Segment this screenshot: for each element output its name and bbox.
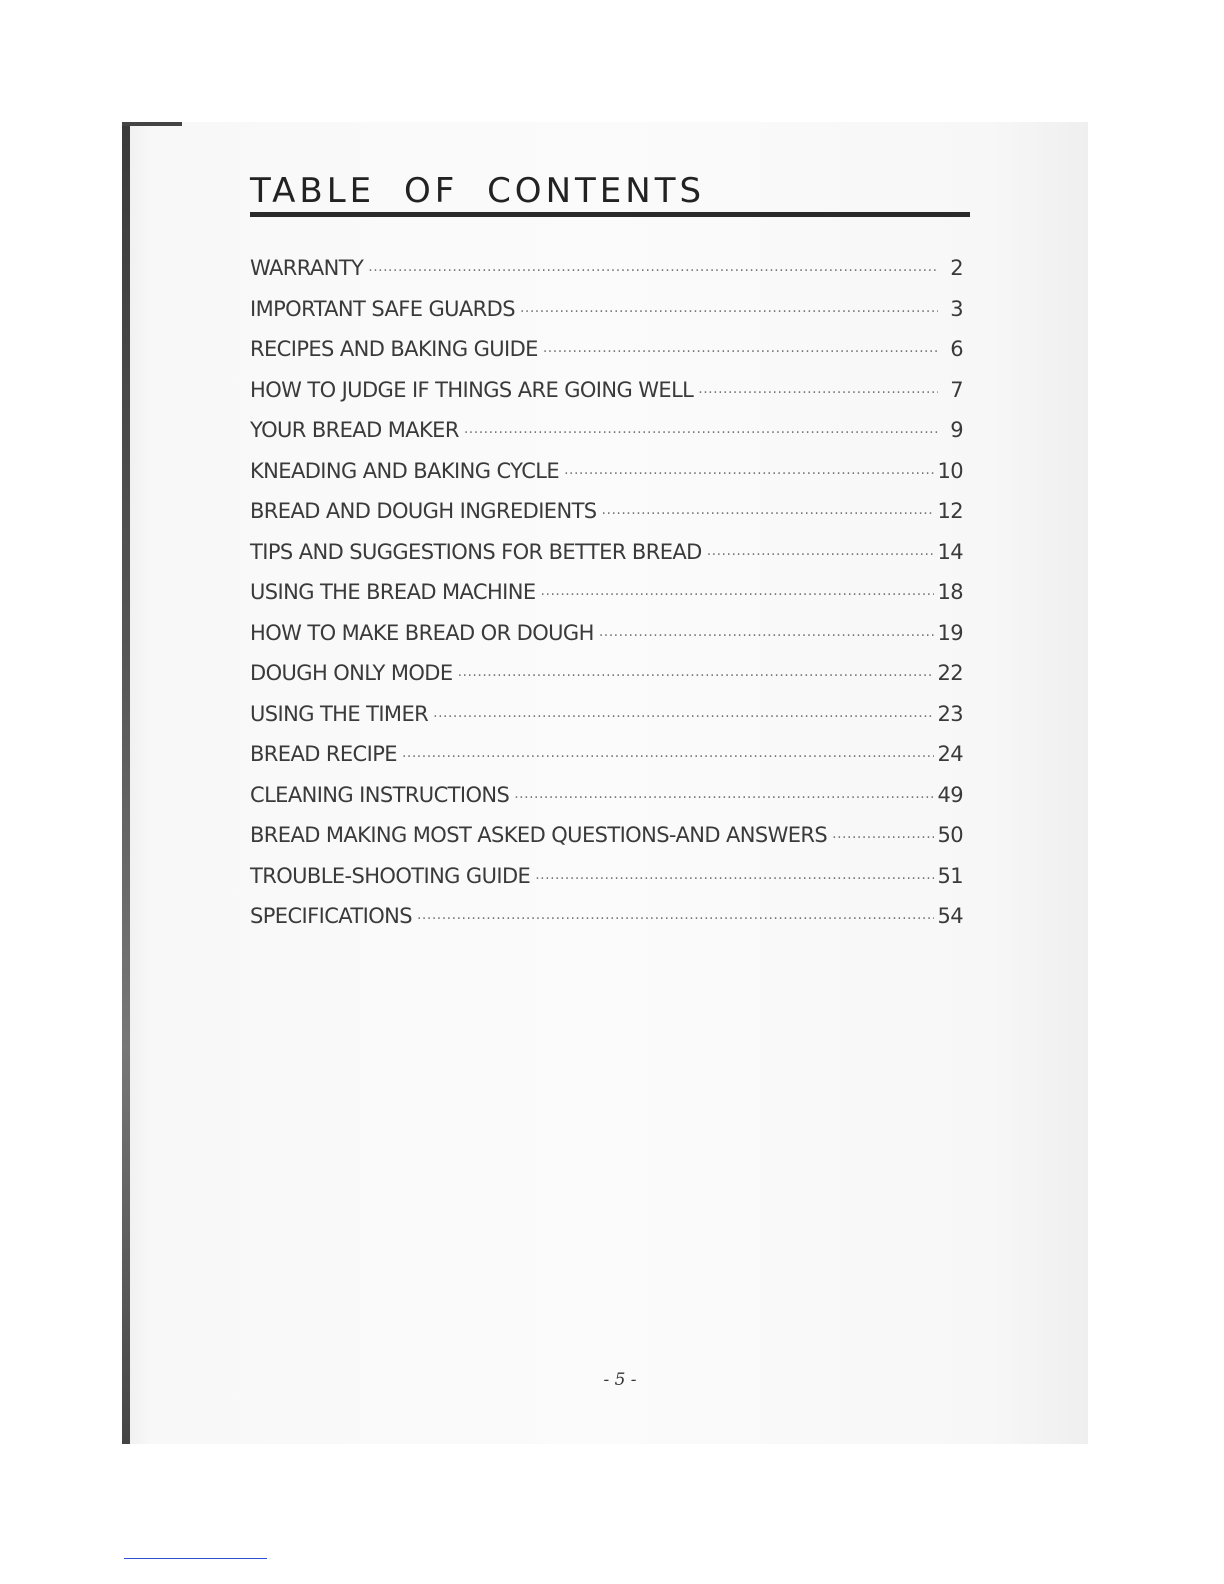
toc-entry-page: 9	[950, 418, 963, 442]
toc-entry	[250, 540, 963, 581]
page-number: - 5 -	[603, 1370, 637, 1390]
dot-leader	[535, 871, 934, 887]
dot-leader	[417, 911, 934, 927]
toc-entry-page: 50	[937, 823, 963, 847]
toc-entry-page: 54	[937, 904, 963, 928]
toc-entry	[250, 378, 963, 419]
dot-leader	[520, 304, 938, 320]
toc-entry	[250, 783, 963, 824]
toc-entry-label: IMPORTANT SAFE GUARDS	[250, 296, 515, 321]
dot-leader	[707, 547, 935, 563]
toc-entry	[250, 256, 963, 297]
dot-leader	[599, 628, 935, 644]
toc-entry-label: CLEANING INSTRUCTIONS	[250, 782, 510, 807]
toc-entry-page: 14	[937, 539, 963, 564]
toc-entry-label: WARRANTY	[250, 256, 364, 280]
toc-entry	[250, 337, 963, 378]
toc-list	[250, 256, 963, 945]
toc-entry-label: KNEADING AND BAKING CYCLE	[250, 458, 560, 483]
toc-entry	[250, 904, 963, 945]
toc-entry	[250, 661, 963, 702]
toc-entry-page: 7	[950, 377, 963, 402]
dot-leader	[402, 749, 935, 765]
toc-entry-label: HOW TO JUDGE IF THINGS ARE GOING WELL	[250, 377, 694, 402]
page-title: TABLE OF CONTENTS	[250, 171, 706, 211]
toc-entry	[250, 742, 963, 783]
toc-entry-label: YOUR BREAD MAKER	[250, 418, 459, 442]
toc-entry-page: 10	[937, 458, 963, 483]
toc-entry-label: USING THE TIMER	[250, 701, 429, 726]
toc-entry-page: 49	[937, 782, 963, 807]
toc-entry-label: RECIPES AND BAKING GUIDE	[250, 337, 538, 361]
toc-entry-label: BREAD MAKING MOST ASKED QUESTIONS-AND ANSWERS	[250, 823, 828, 847]
toc-entry-label: TROUBLE-SHOOTING GUIDE	[250, 863, 531, 888]
toc-entry-page: 18	[937, 580, 963, 604]
toc-entry-page: 51	[937, 863, 963, 888]
toc-entry-label: DOUGH ONLY MODE	[250, 661, 453, 685]
toc-entry-label: HOW TO MAKE BREAD OR DOUGH	[250, 620, 594, 645]
dot-leader	[368, 263, 938, 279]
toc-entry-label: BREAD RECIPE	[250, 742, 397, 766]
toc-entry	[250, 864, 963, 905]
dot-leader	[458, 668, 935, 684]
toc-entry-page: 24	[937, 742, 963, 766]
toc-entry-page: 23	[937, 701, 963, 726]
footnote-divider	[124, 1558, 267, 1559]
dot-leader	[514, 790, 934, 806]
toc-entry	[250, 297, 963, 338]
toc-entry-page: 3	[950, 296, 963, 321]
toc-entry-page: 2	[950, 256, 963, 280]
toc-entry-page: 19	[937, 620, 963, 645]
toc-entry-page: 12	[937, 499, 963, 523]
dot-leader	[541, 587, 935, 603]
toc-entry	[250, 702, 963, 743]
title-underline	[250, 212, 970, 217]
toc-entry-label: TIPS AND SUGGESTIONS FOR BETTER BREAD	[250, 539, 702, 564]
toc-entry	[250, 823, 963, 864]
dot-leader	[543, 344, 938, 360]
dot-leader	[602, 506, 935, 522]
toc-entry	[250, 621, 963, 662]
dot-leader	[433, 709, 934, 725]
scanned-page	[122, 122, 1088, 1444]
toc-entry-page: 22	[937, 661, 963, 685]
toc-entry	[250, 459, 963, 500]
toc-entry-label: USING THE BREAD MACHINE	[250, 580, 536, 604]
toc-entry-label: BREAD AND DOUGH INGREDIENTS	[250, 499, 597, 523]
dot-leader	[698, 385, 938, 401]
dot-leader	[464, 425, 938, 441]
toc-entry-page: 6	[950, 337, 963, 361]
dot-leader	[832, 830, 934, 846]
toc-entry-label: SPECIFICATIONS	[250, 904, 412, 928]
dot-leader	[564, 466, 934, 482]
toc-entry	[250, 499, 963, 540]
toc-entry	[250, 418, 963, 459]
toc-entry	[250, 580, 963, 621]
